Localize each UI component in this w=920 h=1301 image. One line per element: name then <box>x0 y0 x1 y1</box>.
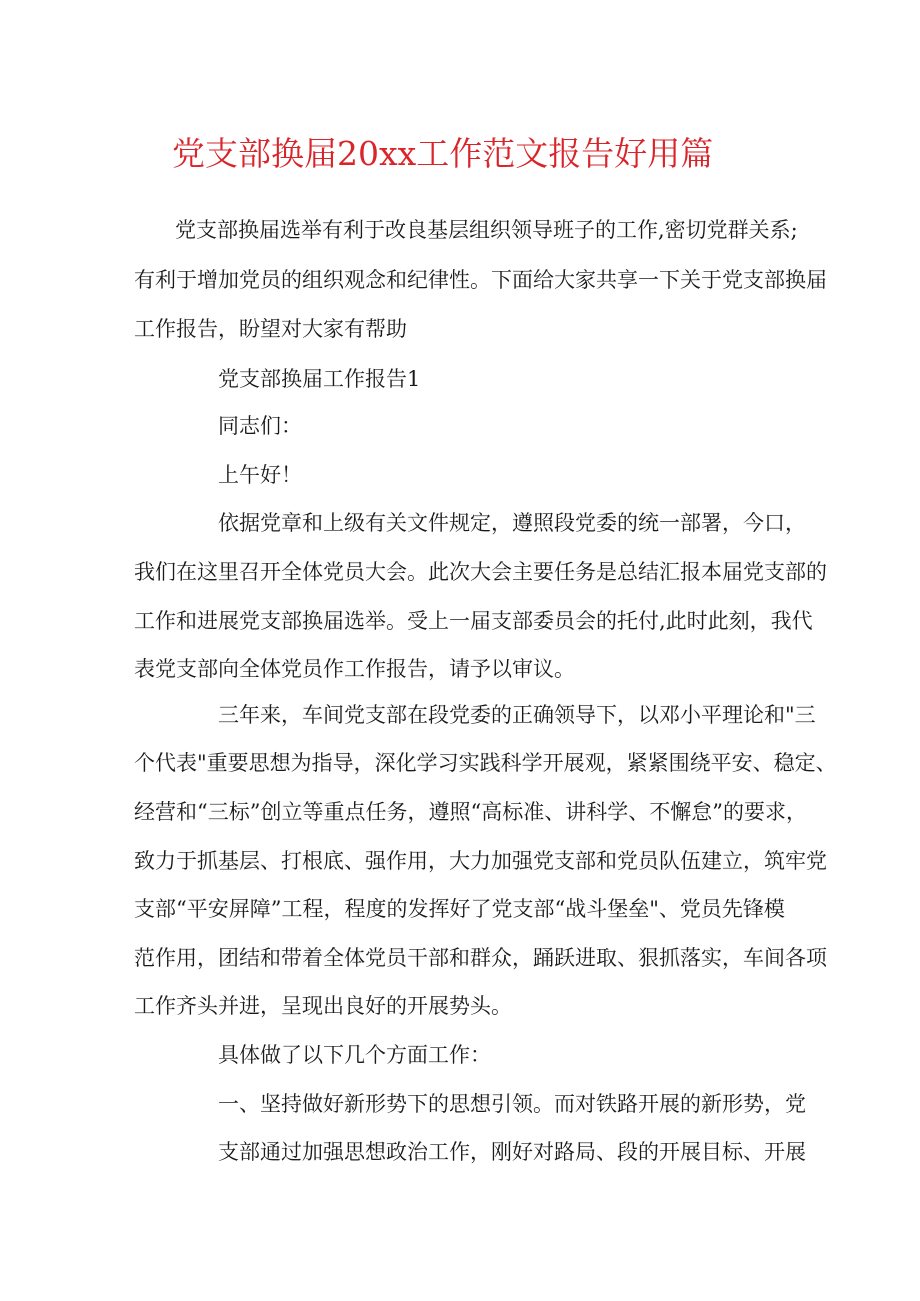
paragraph-line: 三年来，车间党支部在段党委的正确领导下，以邓小平理论和"三 <box>218 703 816 727</box>
paragraph-line: 致力于抓基层、打根底、强作用，大力加强党支部和党员队伍建立，筑牢党 <box>134 849 827 873</box>
paragraph-line: 有利于增加党员的组织观念和纪律性。下面给大家共享一下关于党支部换届 <box>134 268 827 292</box>
paragraph-line: 表党支部向全体党员作工作报告，请予以审议。 <box>134 657 575 681</box>
paragraph-line: 范作用，团结和带着全体党员干部和群众，踊跃进取、狠抓落实，车间各项 <box>134 946 827 970</box>
paragraph-line: 经营和“三标”创立等重点任务，遵照“高标准、讲科学、不懈怠”的要求， <box>134 800 807 824</box>
paragraph-line: 我们在这里召开全体党员大会。此次大会主要任务是总结汇报本届党支部的 <box>134 560 827 584</box>
paragraph-line: 工作齐头并进，呈现出良好的开展势头。 <box>134 994 512 1018</box>
paragraph-line: 工作报告，盼望对大家有帮助 <box>134 317 407 341</box>
paragraph-line: 党支部换届选举有利于改良基层组织领导班子的工作,密切党群关系; <box>175 218 798 242</box>
section-heading: 党支部换届工作报告1 <box>218 367 421 391</box>
document-title: 党支部换届20xx工作范文报告好用篇 <box>172 134 714 173</box>
paragraph-line: 依据党章和上级有关文件规定，遵照段党委的统一部署，今口， <box>218 511 806 535</box>
paragraph-line: 具体做了以下几个方面工作： <box>218 1043 491 1067</box>
greeting: 上午好！ <box>218 463 302 487</box>
paragraph-line: 一、坚持做好新形势下的思想引领。而对铁路开展的新形势，党 <box>218 1092 806 1116</box>
salutation: 同志们： <box>218 414 302 438</box>
paragraph-line: 个代表"重要思想为指导，深化学习实践科学开展观，紧紧围绕平安、稳定、 <box>134 751 837 775</box>
paragraph-line: 支部通过加强思想政治工作，刚好对路局、段的开展目标、开展 <box>218 1140 806 1164</box>
paragraph-line: 支部“平安屏障”工程，程度的发挥好了党支部“战斗堡垒"、党员先锋模 <box>134 897 785 921</box>
paragraph-line: 工作和进展党支部换届选举。受上一届支部委员会的托付,此时此刻，我代 <box>134 609 813 633</box>
